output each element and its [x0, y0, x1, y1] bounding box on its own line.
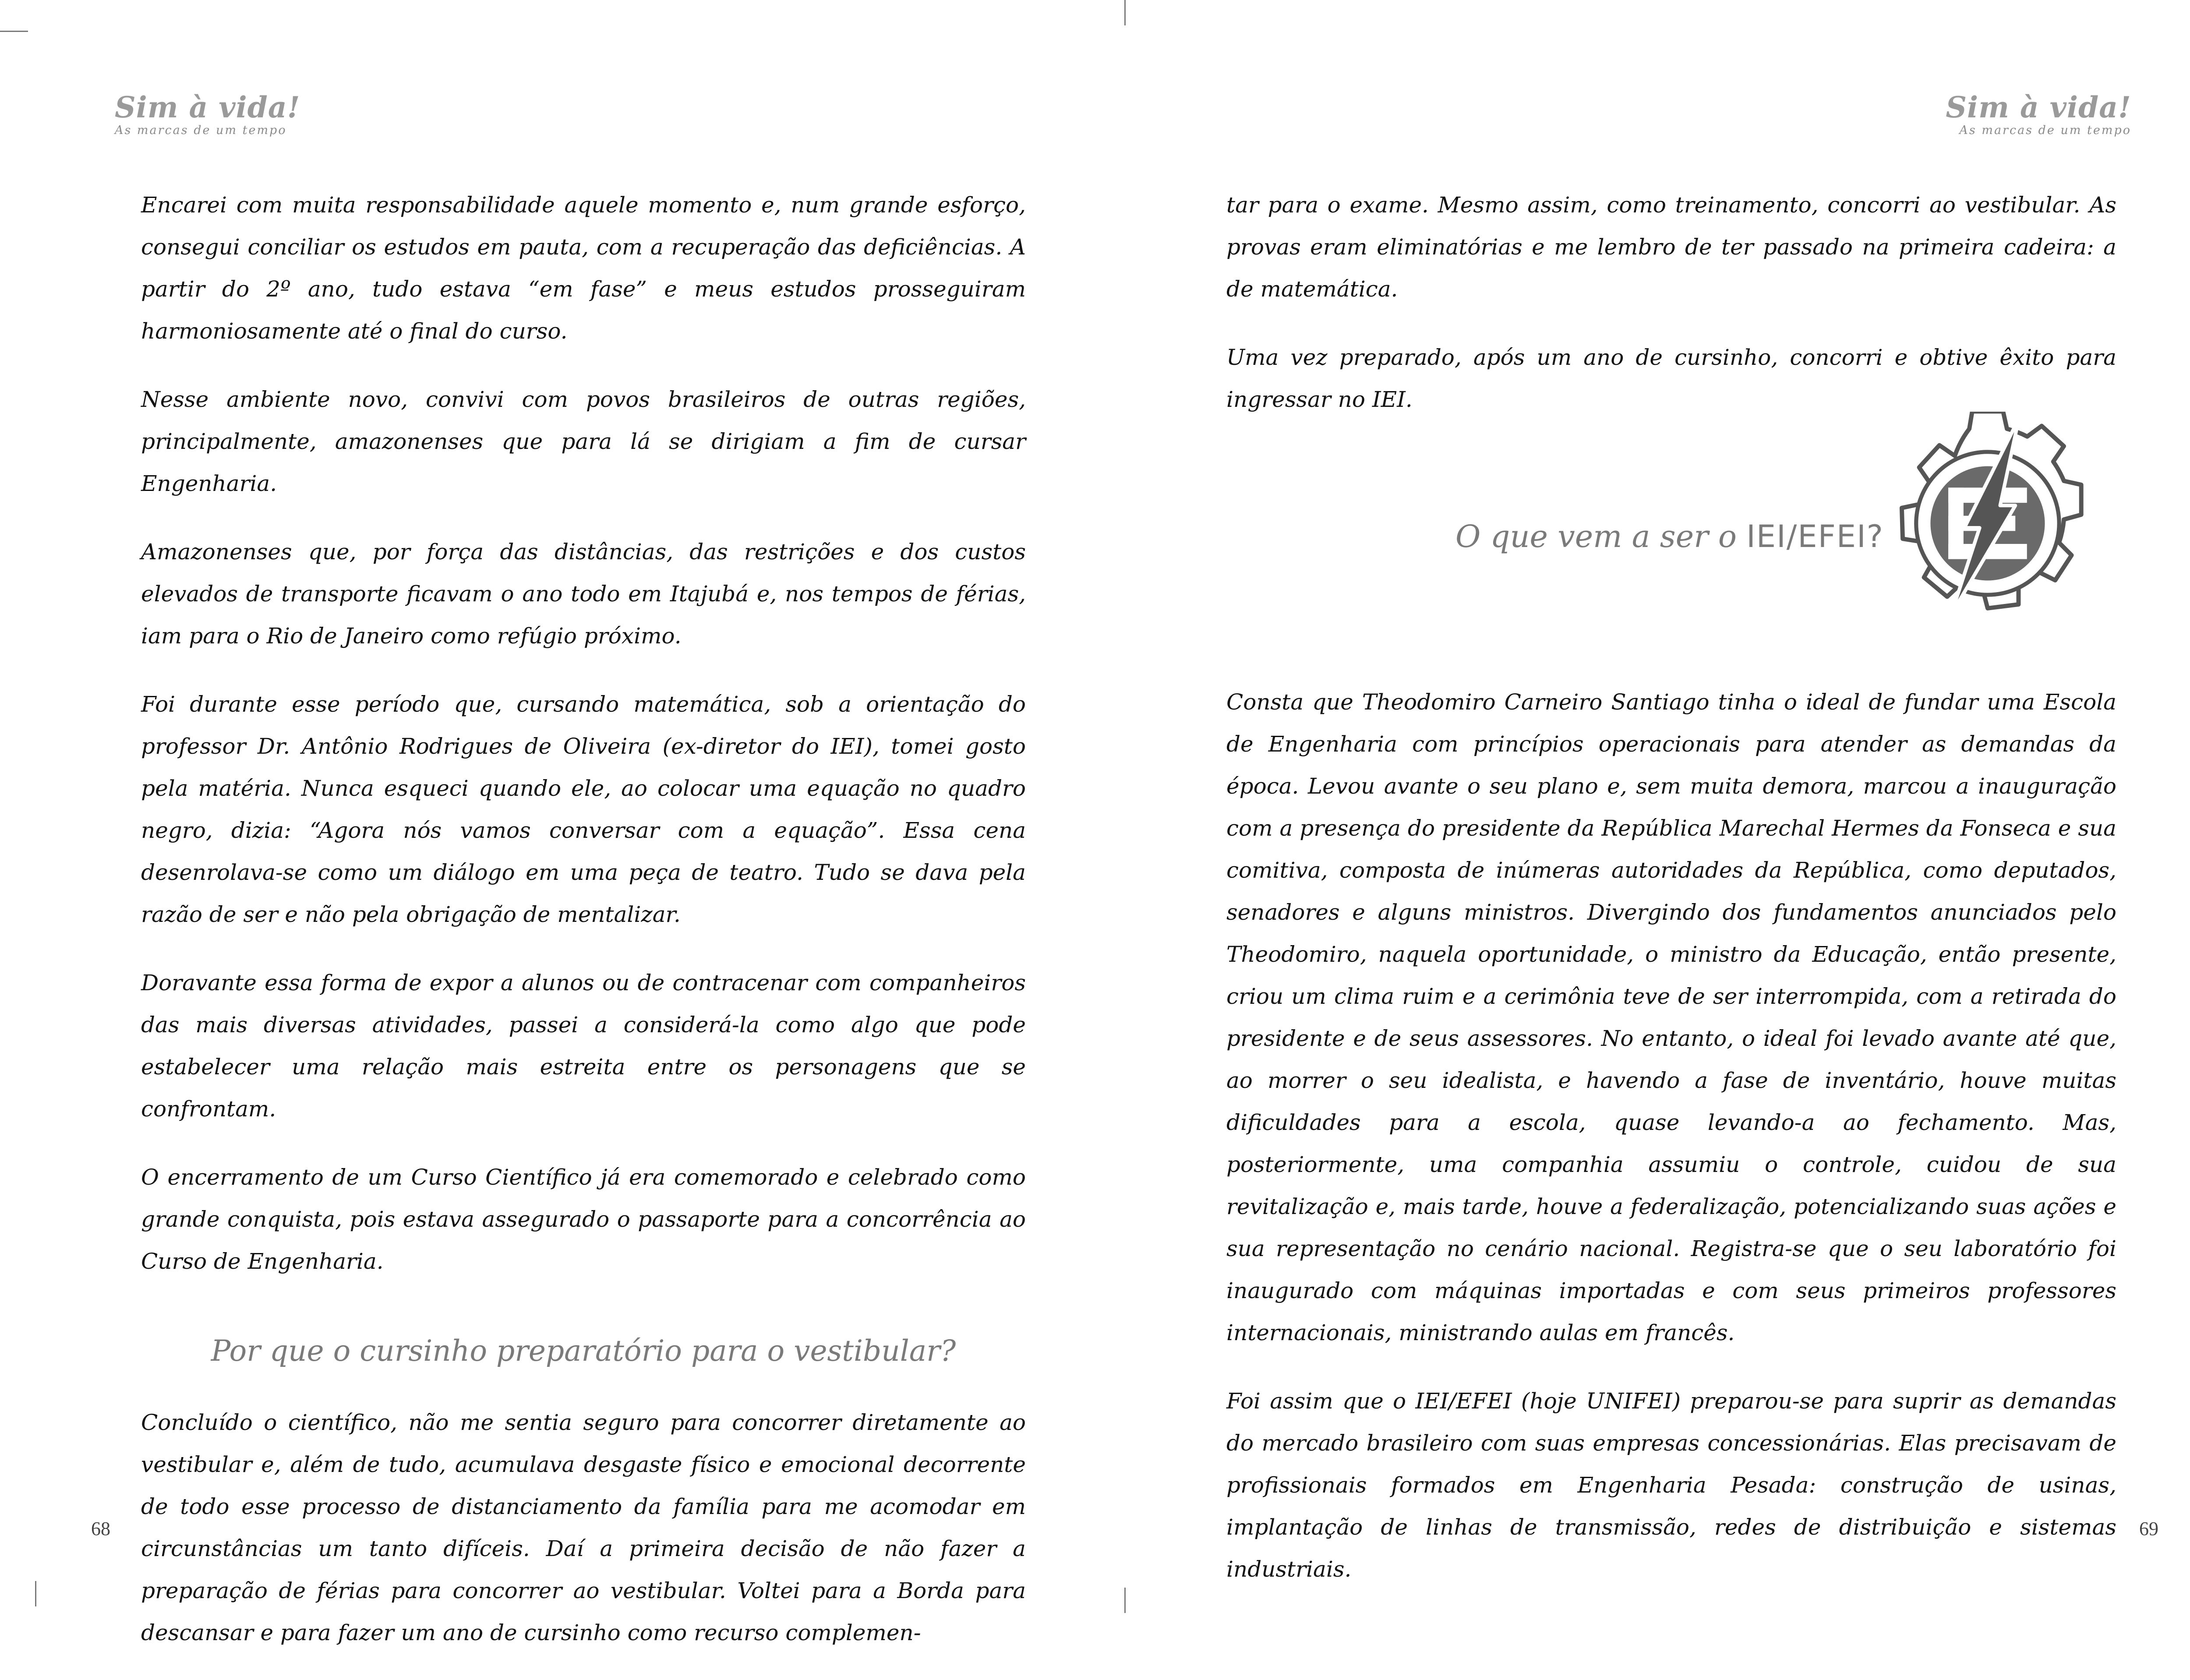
- book-subtitle: As marcas de um tempo: [1959, 124, 2131, 137]
- paragraph: Foi durante esse período que, cursando matemática, sob a orientação do professor Dr. Antônio Rodrigues de Oliveira (ex-diretor do IEI), tomei gosto pela matéria. Nunca esqueci quando ele, ao colocar uma equação no quadro negro, dizia: “Agora nós vamos conversar com a equação”. Essa cena desenrolava-se como um diálogo em uma peça de teatro. Tudo se dava pela razão de ser e não pela obrigação de mentalizar.: [141, 692, 1026, 927]
- page-number: 69: [2139, 1518, 2158, 1539]
- book-subtitle: As marcas de um tempo: [115, 124, 287, 137]
- paragraph: Foi assim que o IEI/EFEI (hoje UNIFEI) preparou-se para suprir as demandas do mercado brasileiro com suas empresas concessionárias. Elas precisavam de profissionais formados em Engenharia Pesada: construção de usinas, implantação de linhas de transmissão, redes de distribuição e sistemas industriais.: [1226, 1388, 2116, 1582]
- running-header: [1946, 90, 2131, 138]
- paragraph: Concluído o científico, não me sentia seguro para concorrer diretamente ao vestibular e, além de tudo, acumulava desgaste físico e emocional decorrente de todo esse processo de distanciamento da família para me acomodar em circunstâncias um tanto difíceis. Daí a primeira decisão de não fazer a preparação de férias para concorrer ao vestibular. Voltei para a Borda para descansar e para fazer um ano de cursinho como recurso complemen-: [141, 1410, 1026, 1645]
- book-title: Sim à vida!: [1946, 90, 2131, 124]
- book-title: Sim à vida!: [115, 90, 300, 124]
- section-heading-italic: O que vem a ser o: [1455, 519, 1737, 554]
- right-page: [1125, 0, 2190, 1613]
- section-heading-acronym: IEI/EFEI?: [1746, 519, 1884, 554]
- left-text-column: [141, 184, 1026, 1680]
- paragraph: Uma vez preparado, após um ano de cursinho, concorri e obtive êxito para ingressar no IEI.: [1226, 345, 2116, 412]
- paragraph: Nesse ambiente novo, convivi com povos brasileiros de outras regiões, principalmente, amazonenses que para lá se dirigiam a fim de cursar Engenharia.: [141, 387, 1026, 496]
- section-heading: [1455, 517, 1884, 556]
- paragraph: Amazonenses que, por força das distâncias, das restrições e dos custos elevados de transporte ficavam o ano todo em Itajubá e, nos tempos de férias, iam para o Rio de Janeiro como refúgio próximo.: [141, 539, 1026, 649]
- paragraph: Doravante essa forma de expor a alunos ou de contracenar com companheiros das mais diversas atividades, passei a considerá-la como algo que pode estabelecer uma relação mais estreita entre os personagens que se confrontam.: [141, 970, 1026, 1122]
- paragraph: Consta que Theodomiro Carneiro Santiago tinha o ideal de fundar uma Escola de Engenharia com princípios operacionais para atender as demandas da época. Levou avante o seu plano e, sem muita demora, marcou a inauguração com a presença do presidente da República Marechal Hermes da Fonseca e sua comitiva, composta de inúmeras autoridades da República, como deputados, senadores e alguns ministros. Divergindo dos fundamentos anunciados pelo Theodomiro, naquela oportunidade, o ministro da Educação, então presente, criou um clima ruim e a cerimônia teve de ser interrompida, com a retirada do presidente e de seus assessores. No entanto, o ideal foi levado avante até que, ao morrer o seu idealista, e havendo a fase de inventário, houve muitas dificuldades para a escola, quase levando-a ao fechamento. Mas, posteriormente, uma companhia assumiu o controle, cuidou de sua revitalização e, mais tarde, houve a federalização, potencializando suas ações e sua representação no cenário nacional. Registra-se que o seu laboratório foi inaugurado com máquinas importadas e com seus primeiros professores internacionais, ministrando aulas em francês.: [1226, 689, 2116, 1345]
- right-text-column-top: [1226, 184, 2116, 447]
- page-number: 68: [91, 1518, 110, 1539]
- right-text-column-bottom: [1226, 681, 2116, 1616]
- running-header: [115, 90, 300, 138]
- paragraph: Encarei com muita responsabilidade aquele momento e, num grande esforço, consegui conciliar os estudos em pauta, com a recuperação das deficiências. A partir do 2º ano, tudo estava “em fase” e meus estudos prosseguiram harmoniosamente até o final do curso.: [141, 192, 1026, 344]
- paragraph: O encerramento de um Curso Científico já era comemorado e celebrado como grande conquista, pois estava assegurado o passaporte para a concorrência ao Curso de Engenharia.: [141, 1165, 1026, 1274]
- section-heading: Por que o cursinho preparatório para o vestibular?: [211, 1334, 956, 1368]
- paragraph: tar para o exame. Mesmo assim, como treinamento, concorri ao vestibular. As provas eram eliminatórias e me lembro de ter passado na primeira cadeira: a de matemática.: [1226, 192, 2116, 302]
- iei-efei-logo-icon: [1876, 412, 2099, 635]
